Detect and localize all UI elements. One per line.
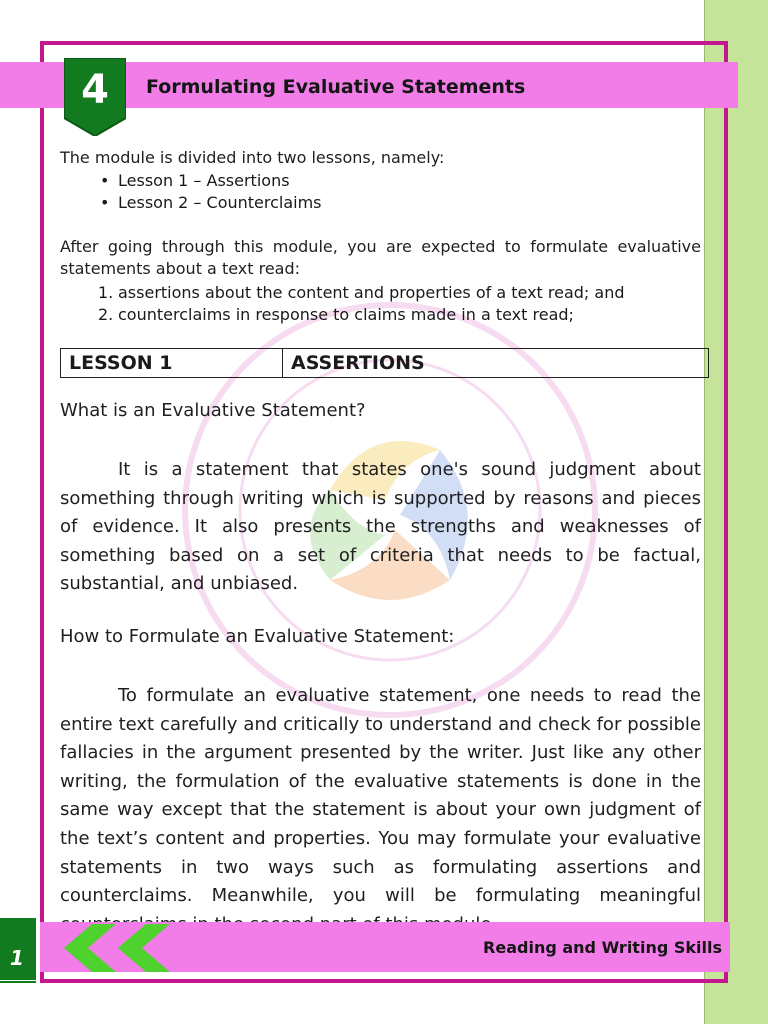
item-number: 1.	[98, 283, 114, 302]
question-heading: What is an Evaluative Statement?	[60, 400, 366, 421]
list-item	[100, 170, 322, 192]
item-text: counterclaims in response to claims made in a text read;	[118, 305, 574, 324]
item-text: assertions about the content and properties of a text read; and	[118, 283, 625, 302]
double-chevron-left-icon	[60, 924, 180, 972]
objectives-list	[98, 282, 625, 326]
module-title: Formulating Evaluative Statements	[146, 76, 526, 98]
footer-title: Reading and Writing Skills	[483, 938, 722, 957]
lesson-list	[100, 170, 322, 214]
list-item	[98, 282, 625, 304]
question-heading: How to Formulate an Evaluative Statement:	[60, 626, 455, 647]
list-item	[98, 304, 625, 326]
intro-text: The module is divided into two lessons, namely:	[60, 148, 445, 167]
lesson-label: LESSON 1	[61, 349, 283, 377]
list-item	[100, 192, 322, 214]
module-number: 4	[81, 67, 109, 113]
expectations-text: After going through this module, you are expected to formulate evaluative statements about a text read:	[60, 237, 701, 278]
page-number: 1	[10, 946, 24, 970]
lesson-title: ASSERTIONS	[291, 352, 425, 374]
definition-paragraph: It is a statement that states one's sound judgment about something through writing which is supported by reasons and pieces of evidence. It also presents the strengths and weaknesses of something based on a set of criteria that needs to be factual, substantial, and unbiased.	[60, 459, 701, 595]
item-number: 2.	[98, 305, 114, 324]
list-item-text: Lesson 2 – Counterclaims	[118, 193, 322, 212]
page-underline	[0, 981, 36, 983]
list-item-text: Lesson 1 – Assertions	[118, 171, 290, 190]
how-to-paragraph: To formulate an evaluative statement, one needs to read the entire text carefully and critically to understand and check for possible fallacies in the argument presented by the writer. Just like any other writing, the formulation of the evaluative statements is done in the same way except that the statement is about your own judgment of the text’s content and properties. You may formulate your evaluative statements in two ways such as formulating assertions and counterclaims. Meanwhile, you will be formulating meaningful	[60, 685, 701, 907]
lesson-table	[60, 348, 709, 378]
